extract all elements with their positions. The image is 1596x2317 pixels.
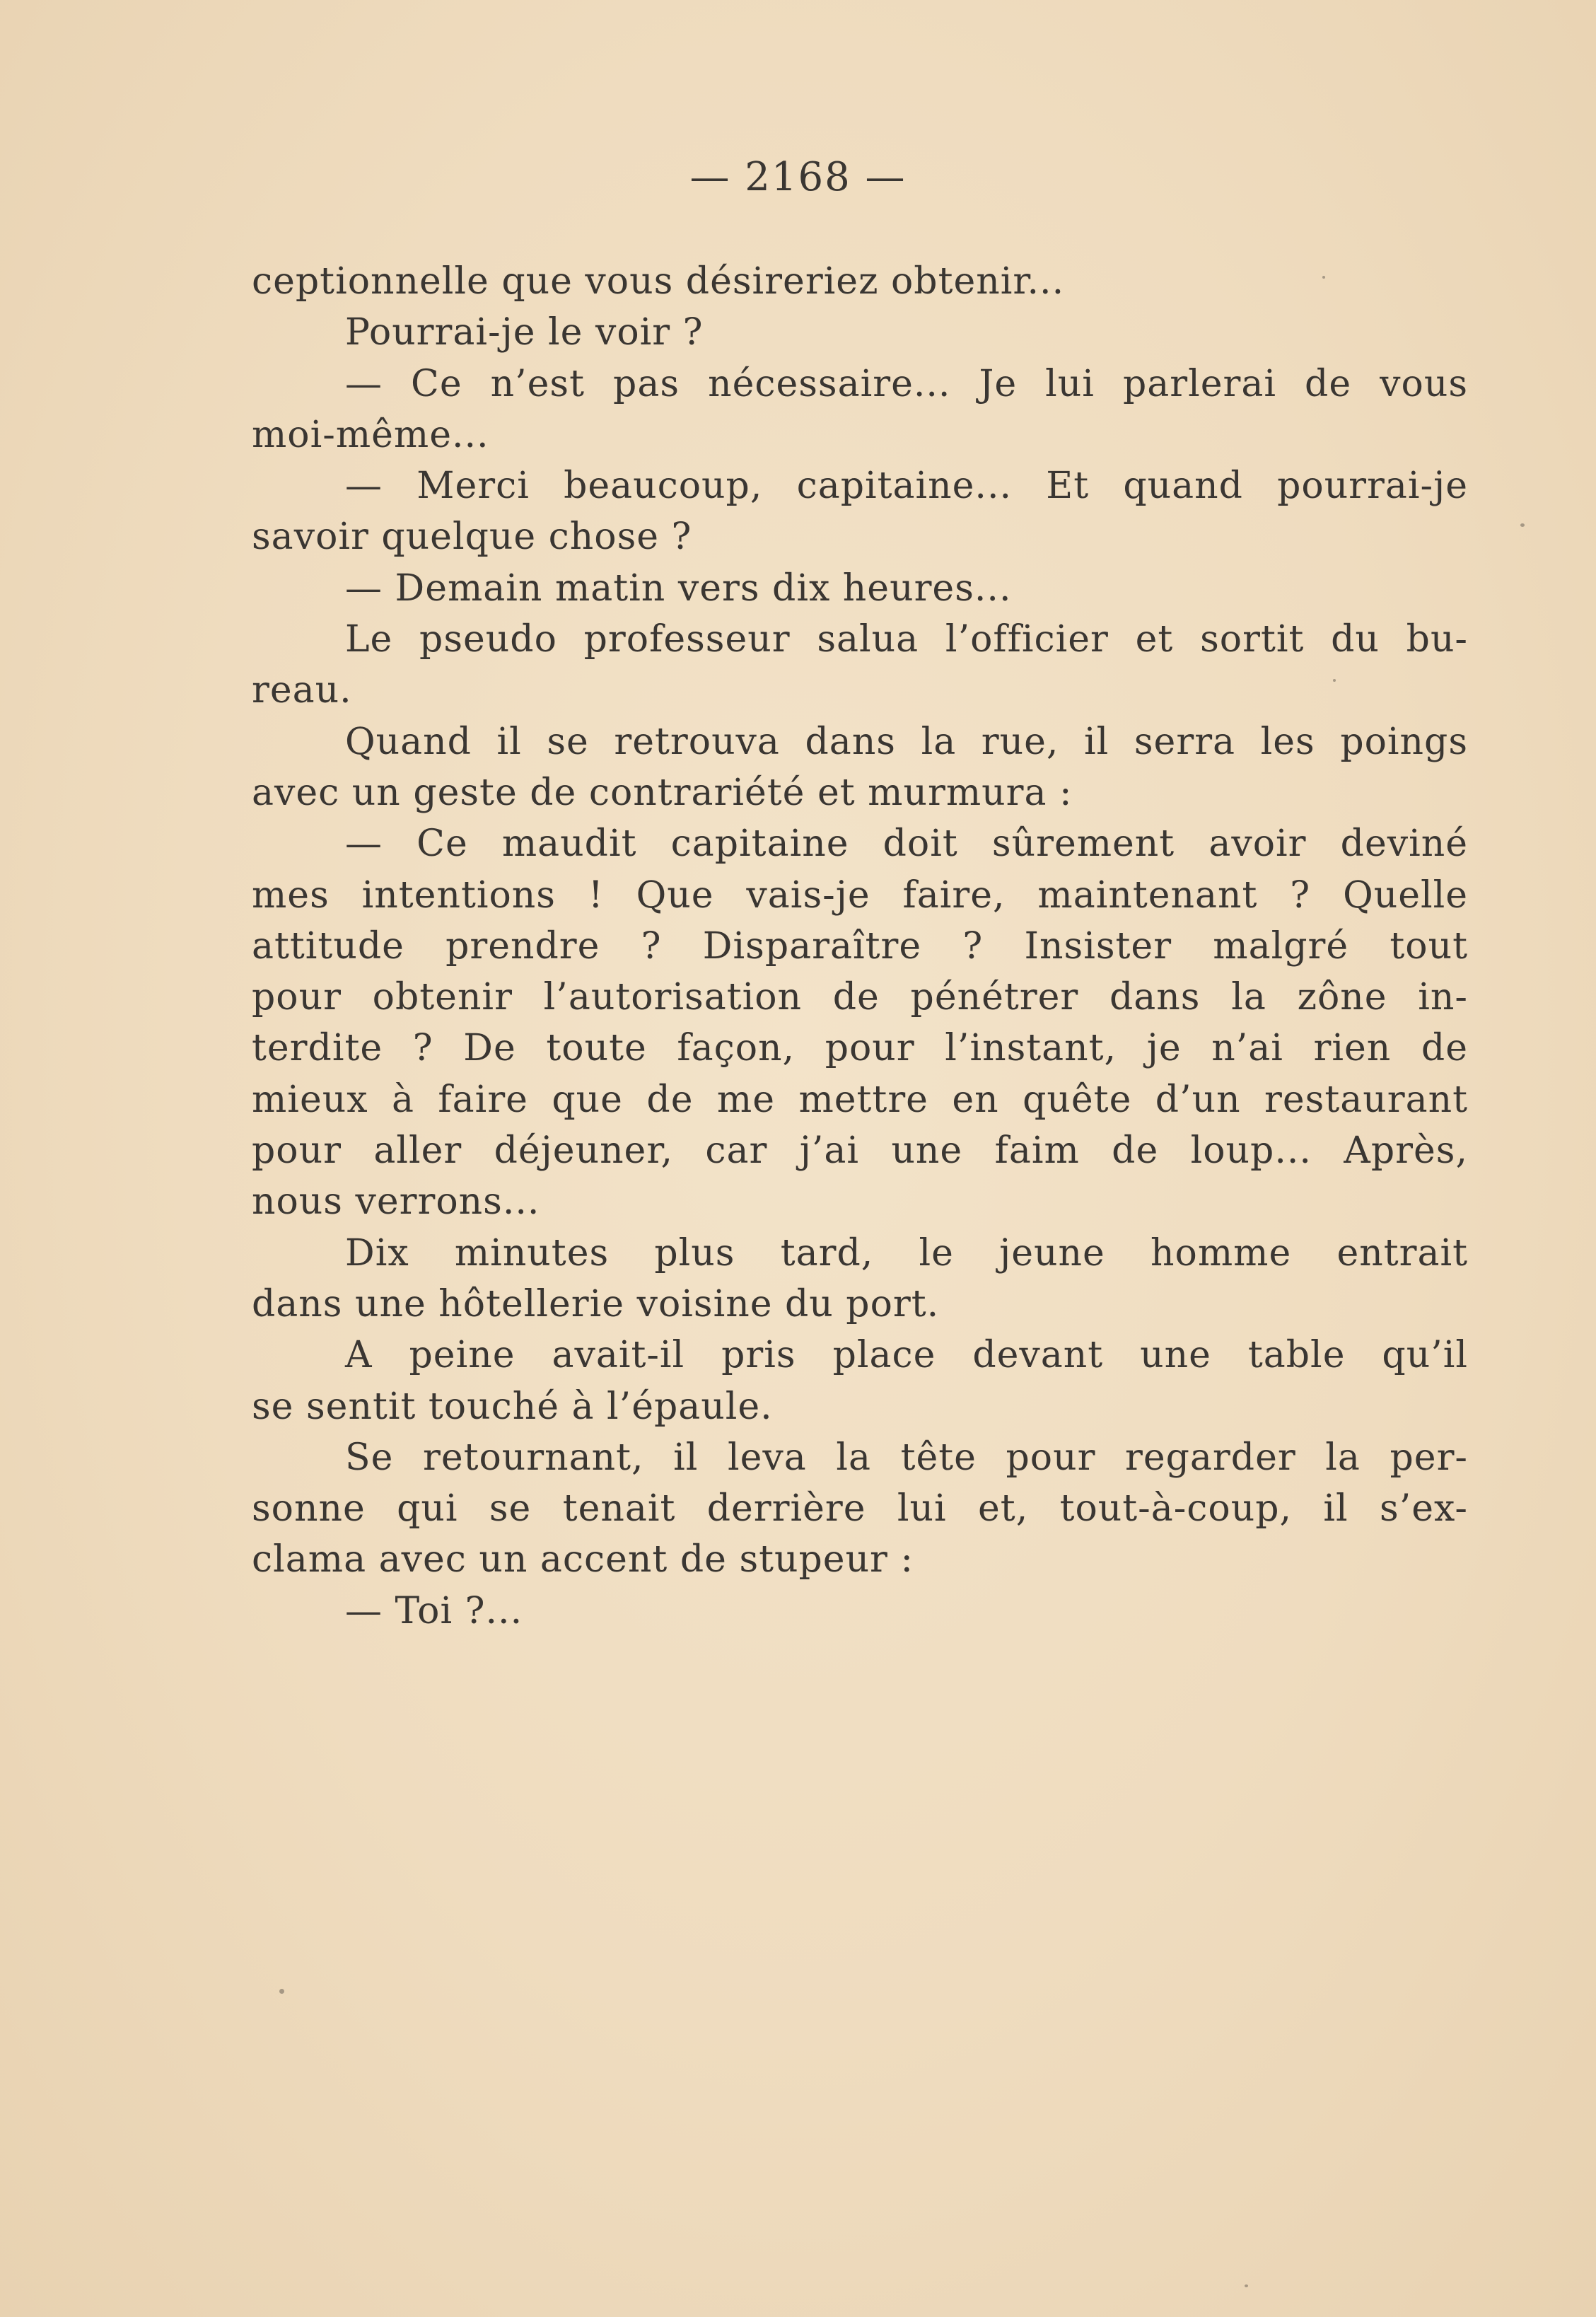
text-line: — Ce n’est pas nécessaire... Je lui parlerai de vous [345,362,1468,405]
text-line: mes intentions ! Que vais-je faire, maintenant ? Quelle [252,873,1468,917]
text-line: ceptionnelle que vous désireriez obtenir... [252,260,1065,303]
text-line: Pourrai-je le voir ? [345,311,704,354]
body-text [252,256,1468,1637]
paper-speck [1333,679,1336,682]
page-number: — 2168 — [689,154,907,200]
text-line: avec un geste de contrariété et murmura : [252,771,1073,814]
text-line: terdite ? De toute façon, pour l’instant, je n’ai rien de [252,1027,1468,1070]
text-line: A peine avait-il pris place devant une table qu’il [345,1334,1468,1377]
paper-speck [1520,523,1525,527]
text-line: pour obtenir l’autorisation de pénétrer dans la zône in- [252,976,1468,1019]
paper-speck [1322,276,1325,279]
text-line: clama avec un accent de stupeur : [252,1538,914,1581]
text-line: moi-même... [252,413,489,456]
text-line: nous verrons... [252,1180,540,1224]
text-line: — Merci beaucoup, capitaine... Et quand pourrai-je [345,465,1468,508]
text-line: pour aller déjeuner, car j’ai une faim de loup... Après, [252,1130,1468,1173]
text-line: — Demain matin vers dix heures... [345,567,1012,610]
text-line: sonne qui se tenait derrière lui et, tout-à-coup, il s’ex- [252,1487,1468,1531]
text-line: se sentit touché à l’épaule. [252,1385,773,1428]
text-line: mieux à faire que de me mettre en quête d’un restaurant [252,1078,1468,1121]
text-line: Quand il se retrouva dans la rue, il serra les poings [345,720,1468,763]
text-line: reau. [252,669,352,712]
text-line: dans une hôtellerie voisine du port. [252,1282,940,1325]
text-line: Le pseudo professeur salua l’officier et sortit du bu- [345,618,1468,661]
paper-speck [1245,2284,1248,2287]
paper-speck [279,1989,284,1994]
text-line: Dix minutes plus tard, le jeune homme entrait [345,1231,1468,1274]
text-line: — Ce maudit capitaine doit sûrement avoir deviné [345,823,1468,866]
text-line: savoir quelque chose ? [252,516,692,559]
text-line: — Toi ?... [345,1589,523,1632]
text-line: Se retournant, il leva la tête pour regarder la per- [345,1436,1468,1479]
text-line: attitude prendre ? Disparaître ? Insister malgré tout [252,924,1468,968]
